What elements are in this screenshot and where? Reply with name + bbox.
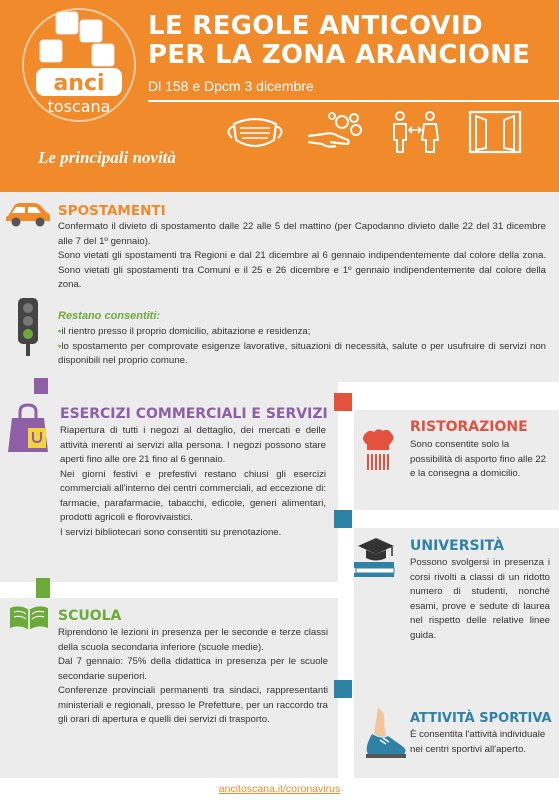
scuola-paragraph-3: Conferenze provinciali permanenti tra sindaci, rappresentanti ministeriali e regionali, presso le Prefetture, per un raccordo tra gli orari di apertura e quelli dei servizi di trasporto. xyxy=(58,685,328,725)
sport-text: È consentita l'attività individuale nei centri sportivi all'aperto. xyxy=(410,729,546,755)
scuola-paragraph-1: Riprendono le lezioni in presenza per le seconde e terze classi della scuola secondaria inferiore (scuole medie). xyxy=(58,627,328,653)
commerciali-text xyxy=(60,424,326,540)
window-ventilation-icon xyxy=(462,110,528,154)
universita-text: Possono svolgersi in presenza i corsi rivolti a classi di un ridotto numero di studenti, nonché esami, prove e sedute di laurea nel rispetto delle relative linee guida. xyxy=(410,557,550,641)
scuola-title: SCUOLA xyxy=(58,608,122,624)
blue-accent-square-2 xyxy=(334,680,352,698)
header-divider xyxy=(148,100,559,102)
ristorazione-text: Sono consentite solo la possibilità di asporto fino alle 22 e la consegna a domicilio. xyxy=(410,439,546,479)
consentiti-item-1: il rientro presso il proprio domicilio, abitazione e residenza; xyxy=(61,326,311,337)
purple-accent-square xyxy=(34,378,48,394)
anci-toscana-logo xyxy=(20,6,138,124)
list-item xyxy=(58,340,546,369)
commerciali-paragraph-3: I servizi bibliotecari sono consentiti su prenotazione. xyxy=(60,526,282,538)
graduation-cap-icon xyxy=(352,536,400,578)
hand-washing-icon xyxy=(302,110,368,154)
open-book-icon xyxy=(6,602,52,632)
car-icon xyxy=(4,200,52,228)
spostamenti-title: SPOSTAMENTI xyxy=(58,203,166,219)
bullet-icon: • xyxy=(58,340,62,352)
shopping-bag-icon xyxy=(6,402,50,454)
sport-title: ATTIVITÀ SPORTIVA xyxy=(410,711,552,726)
spostamenti-paragraph-2: Sono vietati gli spostamenti tra Regioni e dal 21 dicembre al 6 gennaio indipendentemente dal colore della zona. Sono vietati gli spostamenti tra Comuni e il 25 e 26 dicembre e 1º gennaio indipendentemente dal colore della zona. xyxy=(58,250,546,290)
chef-hat-cutlery-icon xyxy=(358,428,398,472)
consentiti-item-2: lo spostamento per comprovate esigenze lavorative, situazioni di necessità, salute o per usufruire di servizi non disponibili nel proprio comune. xyxy=(58,340,546,366)
title-line-2: PER LA ZONA ARANCIONE xyxy=(148,40,531,70)
list-item xyxy=(58,325,546,340)
spostamenti-text xyxy=(58,220,546,293)
commerciali-title: ESERCIZI COMMERCIALI E SERVIZI xyxy=(60,406,328,422)
traffic-light-icon xyxy=(16,298,40,356)
universita-title: UNIVERSITÀ xyxy=(410,538,505,554)
social-distance-icon xyxy=(382,110,448,154)
page-title xyxy=(148,12,548,70)
commerciali-paragraph-2: Nei giorni festivi e prefestivi restano chiusi gli esercizi commerciali all'interno dei centri commerciali, ad eccezione di: farmacie, parafarmacie, tabacchi, edicole, generi alimentari, prodotti agricoli e florovivaistici. xyxy=(60,468,326,523)
running-shoe-icon xyxy=(360,708,408,766)
blue-accent-square xyxy=(334,510,352,528)
scuola-text xyxy=(58,626,328,728)
logo-text-toscana: toscana xyxy=(47,97,111,116)
ristorazione-title: RISTORAZIONE xyxy=(410,419,528,435)
green-accent-square xyxy=(36,578,50,600)
logo-text-anci: anci xyxy=(53,71,105,96)
page-subtitle: Dl 158 e Dpcm 3 dicembre xyxy=(148,78,314,94)
restano-consentiti-label: Restano consentiti: xyxy=(58,310,161,322)
scuola-paragraph-2: Dal 7 gennaio: 75% della didattica in presenza per le scuole secondarie superiori. xyxy=(58,656,328,682)
consentiti-list xyxy=(58,325,546,369)
title-line-1: LE REGOLE ANTICOVID xyxy=(148,11,483,41)
header-icons xyxy=(222,110,542,154)
mask-icon xyxy=(222,110,288,154)
footer-link[interactable]: ancitoscana.it/coronavirus xyxy=(218,783,341,795)
section-label: Le principali novità xyxy=(38,148,176,167)
spostamenti-paragraph-1: Confermato il divieto di spostamento dalle 22 alle 5 del mattino (per Capodanno divieto dalle 22 del 31 dicembre alle 7 del 1º gennaio). xyxy=(58,221,546,247)
bullet-icon: • xyxy=(58,326,62,337)
red-accent-square xyxy=(334,393,352,411)
commerciali-paragraph-1: Riapertura di tutti i negozi al dettaglio, dei mercati e delle attività inerenti ai servizi alla persona. I negozi possono stare aperti fino alle ore 21 fino al 6 gennaio. xyxy=(60,425,326,465)
